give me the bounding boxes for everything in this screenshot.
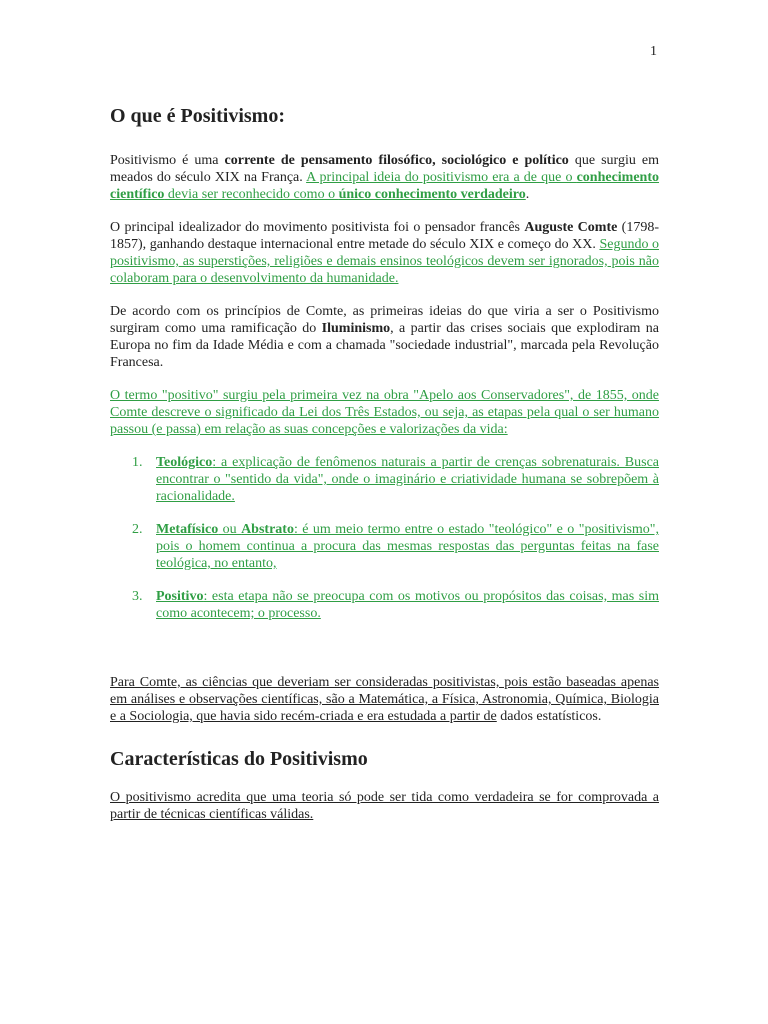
link-main-idea[interactable]: A principal ideia do positivismo era a de que o conhecimento científico devia ser reconhecido como o único conhecimento verdadeiro	[110, 170, 659, 202]
page-number: 1	[650, 44, 657, 59]
document-body	[110, 104, 659, 839]
link-positive-term[interactable]: O termo "positivo" surgiu pela primeira vez na obra "Apelo aos Conservadores", de 1855, onde Comte descreve o significado da Lei dos Três Estados, ou seja, as etapas pela qual o ser humano passou (e passa) em relação as suas concepções e valorizações da vida:	[110, 388, 659, 437]
list-item-positive[interactable]: 3. Positivo: esta etapa não se preocupa com os motivos ou propósitos das coisas, mas sim como acontecem; o processo.	[132, 589, 659, 621]
three-states-list	[110, 454, 659, 622]
paragraph-sciences: Para Comte, as ciências que deveriam ser consideradas positivistas, pois estão baseadas apenas em análises e observações científicas, são a Matemática, a Física, Astronomia, Química, Biologia e a Sociologia, que havia sido recém-criada e era estudada a partir de dados estatísticos.	[110, 675, 659, 724]
heading-what-is-positivism: O que é Positivismo:	[110, 105, 285, 127]
heading-characteristics: Características do Positivismo	[110, 748, 368, 770]
list-item-theological[interactable]: 1. Teológico: a explicação de fenômenos naturais a partir de crenças sobrenaturais. Busca encontrar o "sentido da vida", onde o imaginário e criatividade humana se sobrepõem à racionalidade.	[132, 455, 659, 504]
list-item-metaphysical[interactable]: 2. Metafísico ou Abstrato: é um meio termo entre o estado "teológico" e o "positivismo", pois o homem continua a procura das mesmas respostas das perguntas feitas na fase teológica, no entanto,	[132, 522, 660, 571]
paragraph-comte: O principal idealizador do movimento positivista foi o pensador francês Auguste Comte (1798-1857), ganhando destaque internacional entre metade do século XIX e começo do XX. Segundo o positivismo, as superstições, religiões e demais ensinos teológicos devem ser ignorados, pois não colaboram para o desenvolvimento da humanidade.	[110, 220, 659, 286]
link-superstitions[interactable]: Segundo o positivismo, as superstições, religiões e demais ensinos teológicos devem ser ignorados, pois não colaboram para o desenvolvimento da humanidade.	[110, 237, 659, 286]
paragraph-origins: De acordo com os princípios de Comte, as primeiras ideias do que viria a ser o Positivismo surgiram como uma ramificação do Iluminismo, a partir das crises sociais que explodiram na Europa no fim da Idade Média e com a chamada "sociedade industrial", marcada pela Revolução Francesa.	[110, 304, 659, 370]
paragraph-characteristics: O positivismo acredita que uma teoria só pode ser tida como verdadeira se for comprovada a partir de técnicas científicas válidas.	[110, 790, 659, 822]
paragraph-definition: Positivismo é uma corrente de pensamento filosófico, sociológico e político que surgiu em meados do século XIX na França. A principal ideia do positivismo era a de que o conhecimento científico devia ser reconhecido como o único conhecimento verdadeiro.	[110, 153, 659, 202]
